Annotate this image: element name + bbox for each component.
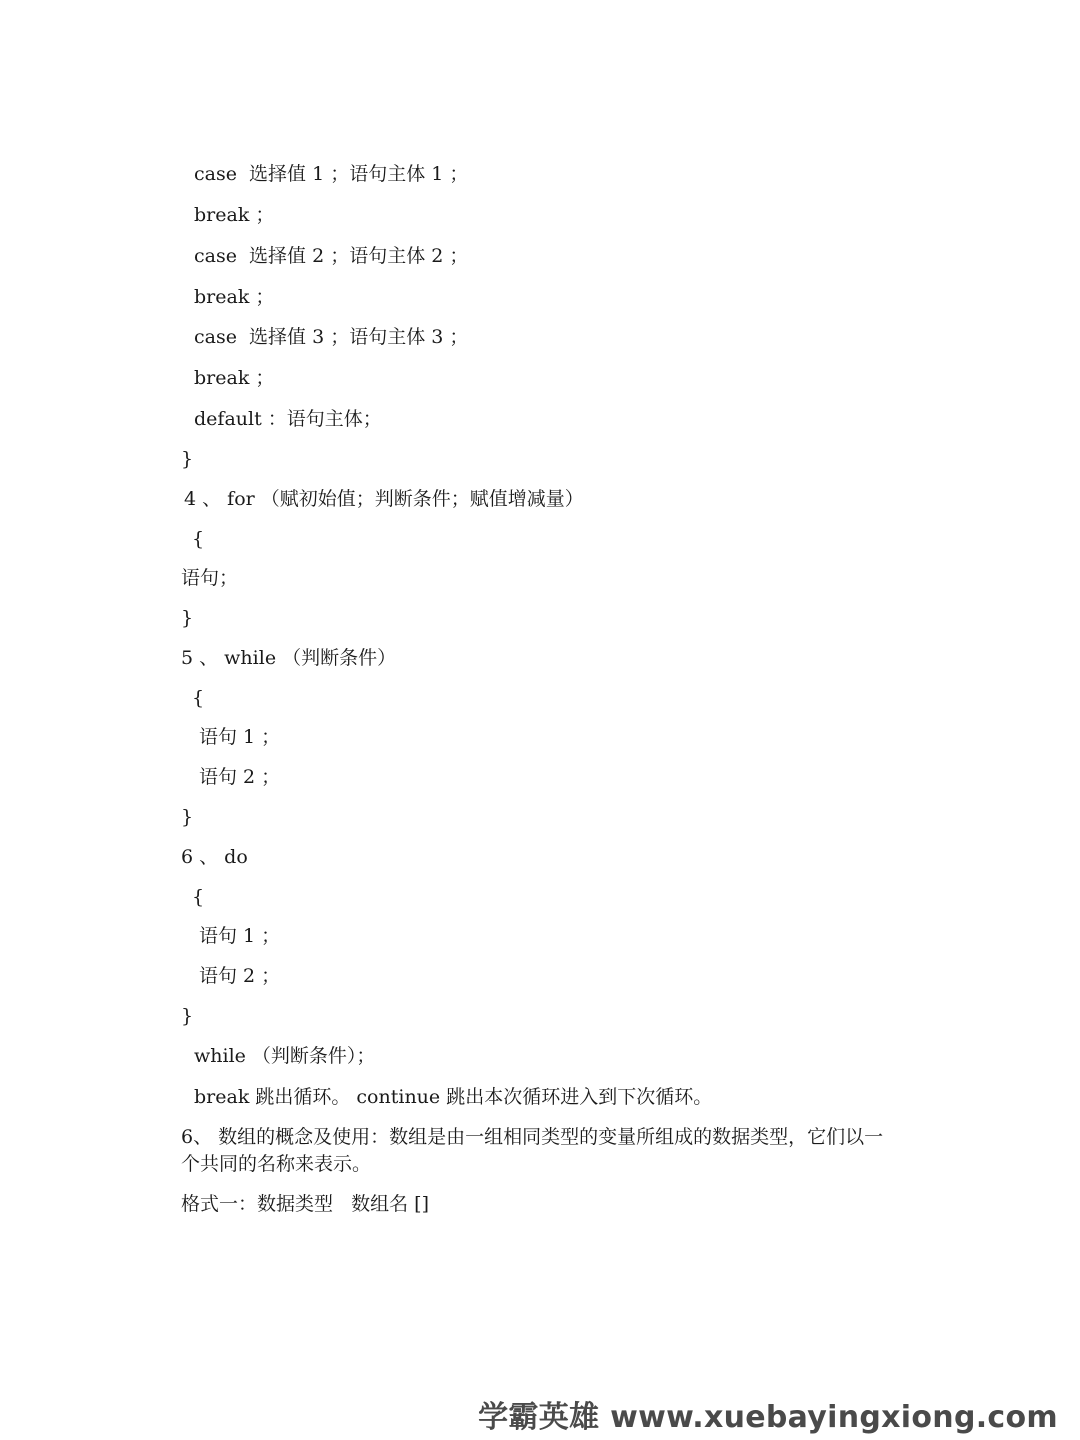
text-break-continue: break 跳出循环。 continue 跳出本次循环进入到下次循环。 [194,1086,713,1108]
code-line-do-statement-1: 语句 1 ； [199,925,281,947]
code-line-close-brace-do: } [181,1005,194,1027]
paragraph-array-concept: 6、 数组的概念及使用：数组是由一组相同类型的变量所组成的数据类型，它们以一个共同的名称来表示。 [181,1126,884,1175]
code-line-open-brace-for: { [192,528,205,550]
code-line-break-1: break ； [194,204,275,226]
code-line-case-3: case 选择值 3 ；语句主体 3 ； [194,326,469,348]
section-heading-while: 5 、 while （判断条件） [181,647,397,669]
section-heading-do: 6 、 do [181,846,248,868]
code-line-for-statement: 语句； [181,567,239,589]
code-line-break-3: break ； [194,367,275,389]
code-line-while-statement-2: 语句 2 ； [199,766,281,788]
code-line-default: default ：语句主体； [194,408,382,430]
watermark-text: 学霸英雄 www.xuebayingxiong.com [478,1400,1058,1435]
code-line-open-brace-while: { [192,687,205,709]
code-line-case-1: case 选择值 1 ；语句主体 1 ； [194,163,469,185]
code-line-close-brace-while: } [181,806,194,828]
code-line-close-brace-for: } [181,607,194,629]
code-line-break-2: break ； [194,286,275,308]
code-line-close-brace-switch: } [181,448,194,470]
code-line-do-statement-2: 语句 2 ； [199,965,281,987]
code-line-open-brace-do: { [192,886,205,908]
code-line-case-2: case 选择值 2 ；语句主体 2 ； [194,245,469,267]
section-heading-for: 4 、 for （赋初始值；判断条件；赋值增减量） [184,488,584,510]
code-line-do-while-condition: while （判断条件）； [194,1045,376,1067]
code-line-while-statement-1: 语句 1 ； [199,726,281,748]
text-array-format-one: 格式一：数据类型 数组名 [] [181,1193,429,1215]
